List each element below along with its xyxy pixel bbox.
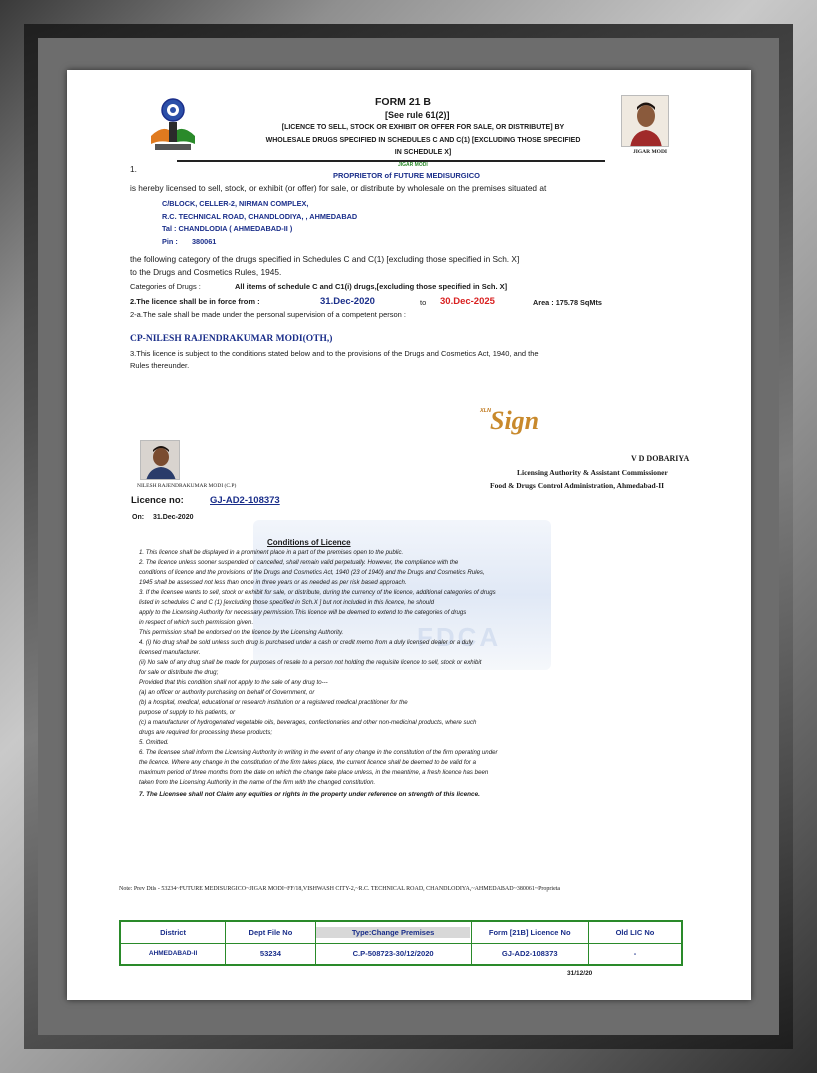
fdca-emblem-icon [147,96,199,154]
address-line-2: R.C. TECHNICAL ROAD, CHANDLODIYA, , AHMEDABAD [162,212,358,221]
condition-line: 1945 shall be assessed not less than once in three years or as needed as per risk based approach. [139,579,407,586]
previous-details-note: Note: Prev Dtls - 53234~FUTURE MEDISURGICO~JIGAR MODI~FF/18,VISHWASH CITY-2,~R.C. TECHNICAL ROAD, CHANDLODIYA,~AHMEDABAD~380061~Proprieta [119,886,561,892]
conditions-title: Conditions of Licence [267,538,351,547]
condition-line: conditions of licence and the provisions of the Drugs and Cosmetics Act, 1940 (23 of 1940) and the Drugs and Cosmetics Rules, [139,569,485,576]
licensed-text: is hereby licensed to sell, stock, or exhibit (or offer) for sale, or distribute by wholesale on the premises situated at [130,183,547,193]
form-heading-line-3: IN SCHEDULE X] [394,149,452,156]
form-title: FORM 21 B [375,96,432,108]
header-dept-file-no: Dept File No [226,921,316,943]
supervision-text: 2-a.The sale shall be made under the personal supervision of a competent person : [130,310,406,319]
authority-title: Licensing Authority & Assistant Commissioner [517,468,668,477]
header-old-lic-no: Old LIC No [588,921,682,943]
conditions-list [139,548,609,800]
condition-line: 5. Omitted. [139,739,169,746]
categories-label: Categories of Drugs : [130,282,201,291]
sign-prefix: XLN [480,408,491,414]
proprietor-photo [621,95,669,147]
condition-line: 4. (i) No drug shall be sold unless such drug is purchased under a cash or credit memo from a duly licensed dealer or a duly [139,639,473,646]
type-change-premises: Type:Change Premises [316,927,470,938]
cp-photo-caption: NILESH RAJENDRAKUMAR MODI (C.P) [137,483,237,489]
address-line-3: Tal : CHANDLODIA ( AHMEDABAD-II ) [162,224,293,233]
licence-no-label: Licence no: [131,495,184,506]
condition-line: for sale or distribute the drug; [139,669,219,676]
condition-line: in respect of which such permission given. [139,619,254,626]
condition-line: (ii) No sale of any drug shall be made for purposes of resale to a person not holding the requisite licence to sell, stock or exhibit [139,659,482,666]
categories-value: All items of schedule C and C1(i) drugs,[excluding those specified in Sch. X] [235,282,508,291]
condition-final-line: 7. The Licensee shall not Claim any equities or rights in the property under reference on strength of this licence. [139,791,480,798]
address-line-1: C/BLOCK, CELLER-2, NIRMAN COMPLEX, [162,199,309,208]
condition-line: maximum period of three months from the date on which the change take place unless, in the meantime, a fresh licence has been [139,769,489,776]
watermark-text: FDCA [417,622,502,652]
table-header-row [120,921,682,943]
cell-district: AHMEDABAD-II [120,943,226,965]
condition-line: purpose of supply to his patients, or [139,709,236,716]
condition-line: apply to the Licensing Authority for necessary permission.This licence will be deemed to extend to the categories of drugs [139,609,467,616]
licence-info-table [119,920,683,966]
date-to: 30.Dec-2025 [440,296,495,307]
condition-line: taken from the Licensing Authority in the name of the firm with the changed constitution. [139,779,376,786]
licence-document [67,70,751,1000]
category-text-1: the following category of the drugs specified in Schedules C and C(1) [excluding those specified in Sch. X] [130,254,520,264]
to-label: to [420,298,427,307]
item-number: 1. [130,164,137,174]
proprietor-line: PROPRIETOR of FUTURE MEDISURGICO [333,171,480,180]
condition-line: Provided that this condition shall not apply to the sale of any drug to--- [139,679,328,686]
cp-photo [140,440,180,480]
header-district: District [120,921,226,943]
footer-date: 31/12/20 [567,970,593,977]
pin-label: Pin : [162,237,178,246]
conditions-intro-1: 3.This licence is subject to the conditions stated below and to the provisions of the Drugs and Cosmetics Act, 1940, and the [130,349,539,358]
condition-line: drugs are required for processing these products; [139,729,273,736]
form-heading-line-2: WHOLESALE DRUGS SPECIFIED IN SCHEDULES C AND C(1) [EXCLUDING THOSE SPECIFIED [265,137,581,144]
area-value: Area : 175.78 SqMts [533,298,602,307]
header-licence-no: Form [21B] Licence No [471,921,588,943]
conditions-intro-2: Rules thereunder. [130,361,190,370]
condition-line: 3. If the licensee wants to sell, stock or exhibit for sale, or distribute, during the currency of the licence, additional categories of drugs [139,589,496,596]
condition-line: licensed manufacturer. [139,649,201,656]
form-rule: [See rule 61(2)] [385,110,450,120]
licence-force-label: 2.The licence shall be in force from : [130,297,260,306]
date-from: 31.Dec-2020 [320,296,375,307]
authority-office: Food & Drugs Control Administration, Ahmedabad-II [490,481,665,490]
cell-dept-file-no: 53234 [226,943,316,965]
on-date: 31.Dec-2020 [153,514,194,521]
cell-type: C.P-508723-30/12/2020 [315,943,471,965]
competent-person: CP-NILESH RAJENDRAKUMAR MODI(OTH,) [130,334,333,344]
on-label: On: [132,514,145,521]
authority-name: V D DOBARIYA [631,454,690,463]
condition-line: 1. This licence shall be displayed in a prominent place in a part of the premises open to the public. [139,549,404,556]
condition-line: (c) a manufacturer of hydrogenated vegetable oils, beverages, confectionaries and other non-medicinal products, where such [139,719,477,726]
proprietor-name: JIGAR MODI [398,162,428,168]
cell-old-lic-no: - [588,943,682,965]
header-type [315,921,471,943]
form-heading-line-1: [LICENCE TO SELL, STOCK OR EXHIBIT OR OFFER FOR SALE, OR DISTRIBUTE] BY [281,124,565,131]
condition-line: (a) an officer or authority purchasing on behalf of Government, or [139,689,315,696]
table-row [120,943,682,965]
licence-no: GJ-AD2-108373 [210,495,280,506]
cell-licence-no: GJ-AD2-108373 [471,943,588,965]
condition-line: the licence. Where any change in the constitution of the firm takes place, the current licence shall be deemed to be valid for a [139,759,477,766]
condition-line: 6. The licensee shall inform the Licensing Authority in writing in the event of any change in the constitution of the firm operating under [139,749,498,756]
pin-value: 380061 [192,237,217,246]
condition-line: (b) a hospital, medical, educational or research institution or a registered medical practitioner for the [139,699,408,706]
condition-line: 2. The licence unless sooner suspended or cancelled, shall remain valid perpetually. However, the compliance with the [139,559,459,566]
proprietor-photo-caption: JIGAR MODI [633,149,668,155]
category-text-2: to the Drugs and Cosmetics Rules, 1945. [130,267,282,277]
condition-line: This permission shall be endorsed on the licence by the Licensing Authority. [139,629,344,636]
condition-line: listed in schedules C and C (1) [excluding those specified in Sch.X ] but not included in this licence, he should [139,599,435,606]
sign-logo: Sign [490,406,540,435]
header-divider [177,160,605,162]
